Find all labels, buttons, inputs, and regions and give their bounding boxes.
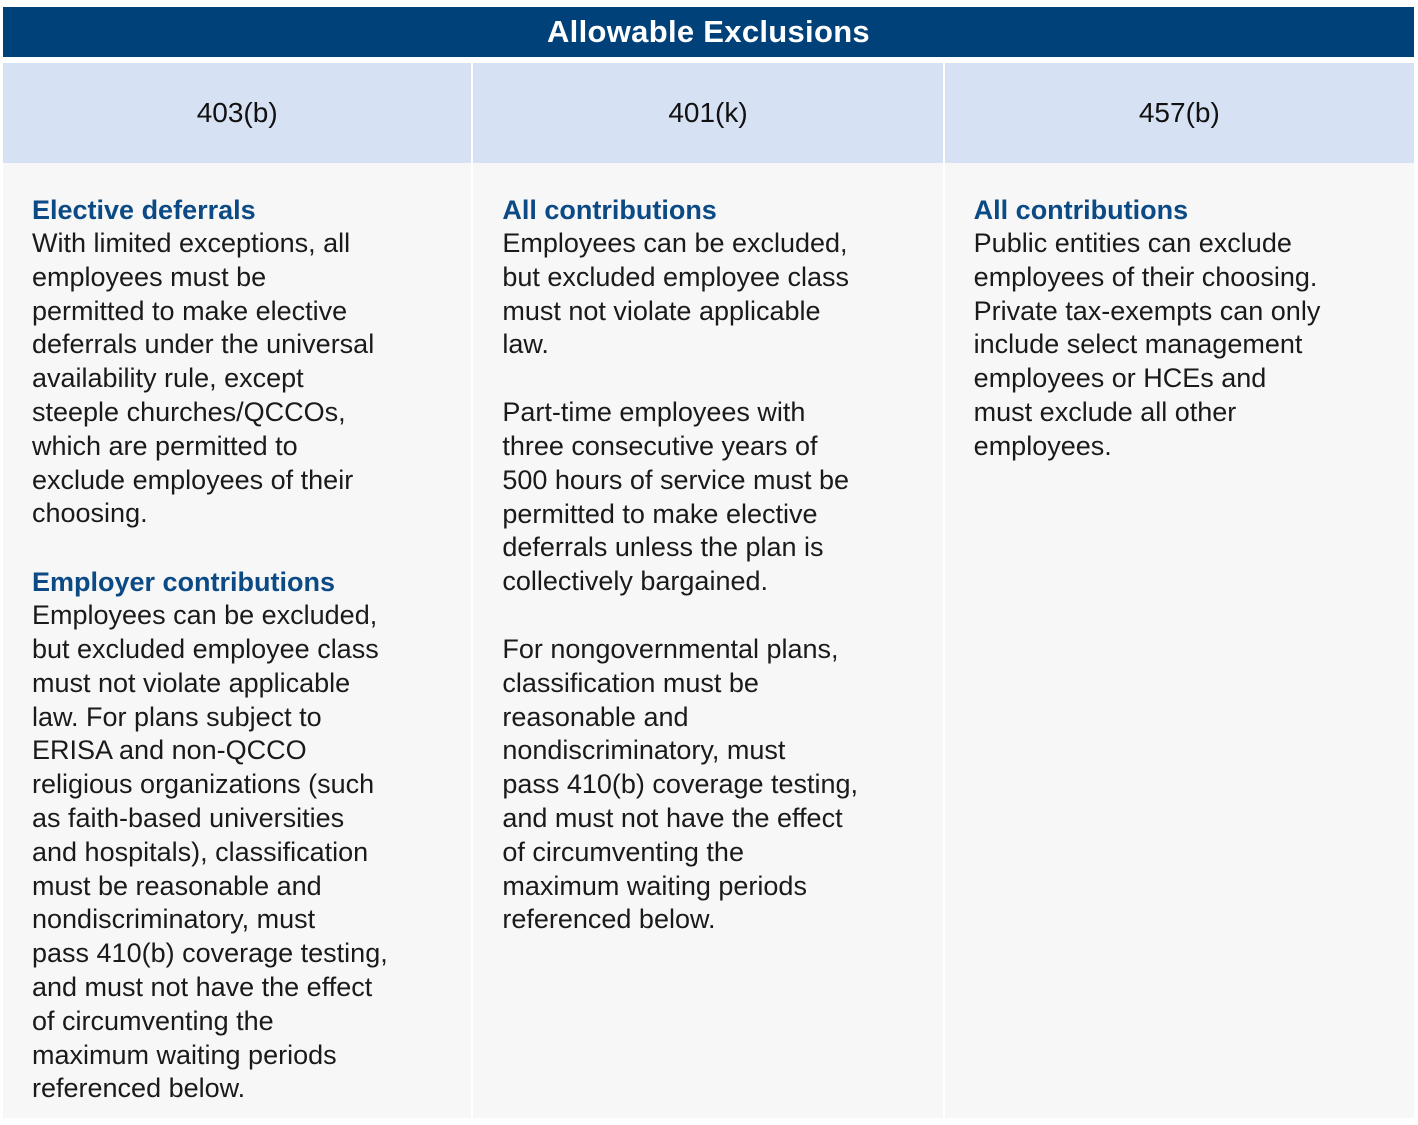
cell-457b xyxy=(945,163,1414,1118)
section-text: Public entities can exclude employees of their choosing. Private tax-exempts can only include select management employees or HCEs and must exclude all other employees. xyxy=(973,228,1321,461)
section-text: Employees can be excluded, but excluded employee class must not violate applicable law. For plans subject to ERISA and non-QCCO religious organizations (such as faith-based universities and hospitals), classification must be reasonable and nondiscriminatory, must pass 410(b) coverage testing, and must not have the effect of circumventing the maximum waiting periods referenced below. xyxy=(32,600,388,1104)
section-text: Employees can be excluded, but excluded employee class must not violate applicable law. xyxy=(502,228,850,360)
column-header-401k: 401(k) xyxy=(473,63,942,163)
cell-403b xyxy=(3,163,471,1118)
column-header-row xyxy=(3,63,1414,163)
section-text: Part-time employees with three consecutive years of 500 hours of service must be permitted to make elective deferrals unless the plan is collectively bargained. xyxy=(502,397,850,597)
section-heading-elective-deferrals: Elective deferrals xyxy=(32,195,256,225)
section-text: With limited exceptions, all employees must be permitted to make elective deferrals under the universal availability rule, except steeple churches/QCCOs, which are permitted to exclude employees of their choosing. xyxy=(32,228,375,529)
section-heading-all-contributions: All contributions xyxy=(502,195,717,225)
table-title: Allowable Exclusions xyxy=(3,7,1414,57)
column-header-457b: 457(b) xyxy=(945,63,1414,163)
cell-401k xyxy=(473,163,942,1118)
section-text: For nongovernmental plans, classification must be reasonable and nondiscriminatory, must pass 410(b) coverage testing, and must not have the effect of circumventing the maximum waiting periods referenced below. xyxy=(502,633,859,935)
section-heading-all-contributions: All contributions xyxy=(973,195,1189,225)
section-heading-employer-contributions: Employer contributions xyxy=(32,567,336,598)
column-header-403b: 403(b) xyxy=(3,63,471,163)
table-body-row xyxy=(3,163,1414,1118)
